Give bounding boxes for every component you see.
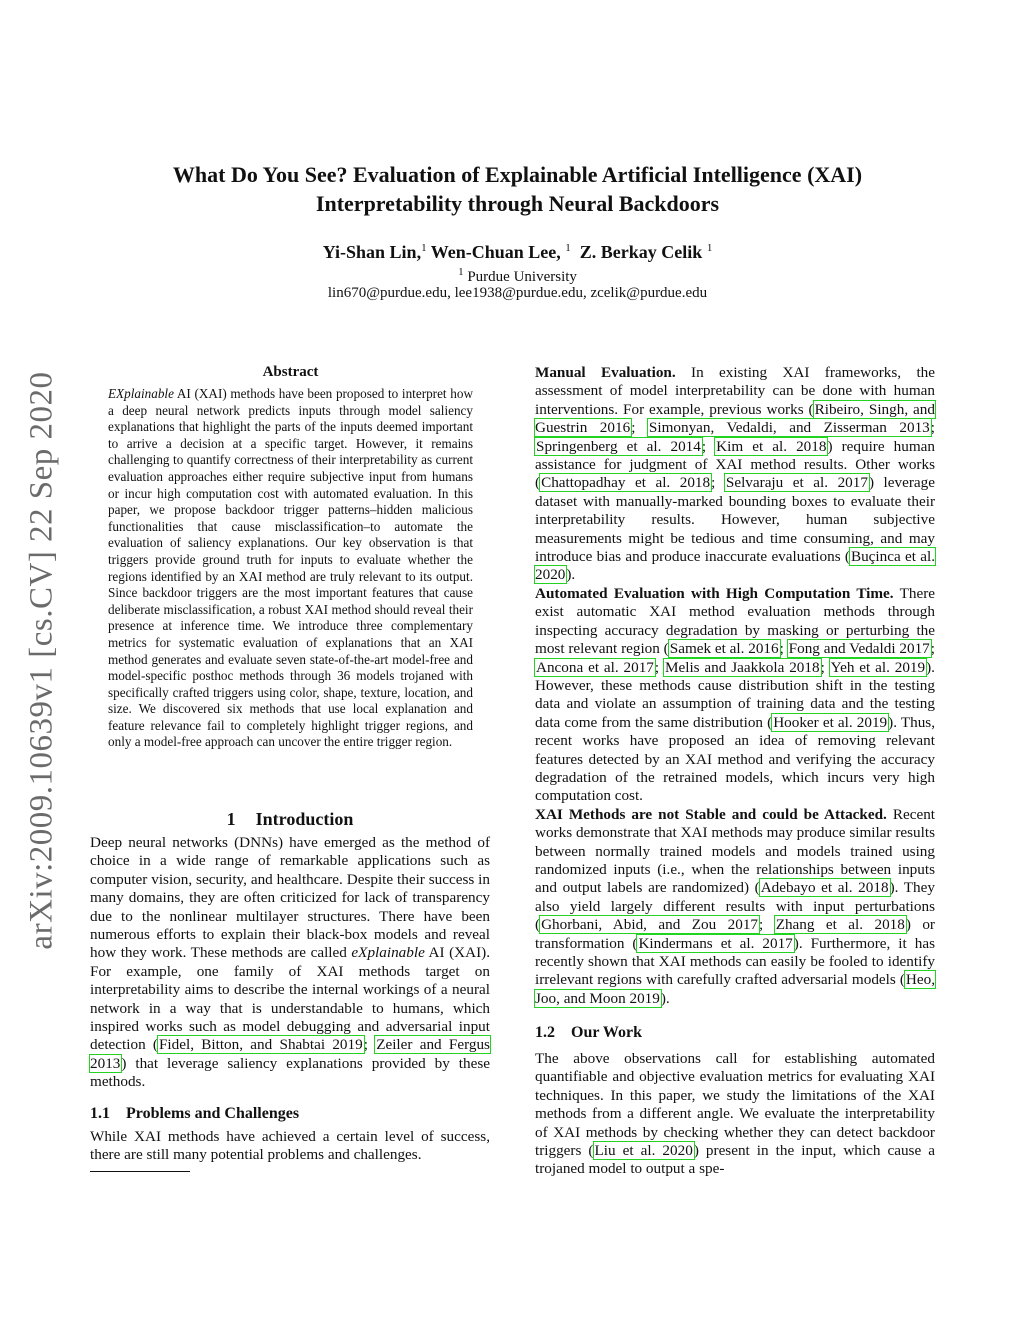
- citation-link[interactable]: Samek et al. 2016: [669, 640, 779, 658]
- author-3: Z. Berkay Celik: [579, 242, 703, 262]
- arxiv-id-text: arXiv:2009.10639v1 [cs.CV] 22 Sep 2020: [23, 370, 60, 950]
- title-line-2: Interpretability through Neural Backdoors: [315, 191, 720, 216]
- citation-link[interactable]: Fong and Vedaldi 2017: [788, 640, 930, 658]
- citation-link[interactable]: Selvaraju et al. 2017: [725, 474, 868, 492]
- citation-link[interactable]: Kindermans et al. 2017: [638, 934, 793, 952]
- subsection-heading-problems: 1.1 Problems and Challenges: [90, 1105, 300, 1122]
- footnote-rule: [90, 1171, 190, 1172]
- citation-link[interactable]: Ribeiro, Singh, and Guestrin 2016: [535, 400, 935, 437]
- not-stable-heading: XAI Methods are not Stable and could be Attacked.: [535, 805, 887, 823]
- our-work-paragraph: The above observations call for establishing automated quantifiable and objective evaluation metrics for evaluating XAI techniques. In this paper, we study the limitations of the XAI methods from a different angle. We evaluate the interpretability of XAI methods by checking whether they can detect backdoor triggers (Liu et al. 2020) present in the input, which cause a trojaned model to output a spe-: [535, 1050, 935, 1178]
- paper-title: [90, 160, 945, 218]
- abstract-body: EXplainable AI (XAI) methods have been proposed to interpret how a deep neural network predicts inputs through model saliency explanations that highlight the parts of the inputs deemed important to arrive a decision at a specific target. However, it remains challenging to quantify correctness of their interpretability as current evaluation approaches either require subjective input from humans or incur high computation cost with automated evaluation. In this paper, we propose backdoor trigger patterns–hidden malicious functionalities that cause misclassification–to automate the evaluation of saliency explanations. Our key observation is that triggers provide ground truth for inputs to evaluate whether the regions identified by an XAI method are truly relevant to its output. Since backdoor triggers are the most important features that cause deliberate misclassification, a robust XAI method should reveal their presence at inference time. We introduce three complementary metrics for systematic evaluation of explanations that an XAI method generates and evaluate seven state-of-the-art model-free and model-specific posthoc methods through 36 models trojaned with specifically crafted triggers using color, shape, texture, location, and size. We discovered six methods that use local explanation and feature relevance fail to completely highlight trigger regions, and only a model-free approach can uncover the entire trigger region.: [108, 386, 473, 750]
- affiliation: $^1$ Purdue University: [458, 266, 577, 285]
- citation-link[interactable]: Hooker et al. 2019: [773, 713, 888, 731]
- citation-link[interactable]: Zeiler and Fergus 2013: [90, 1036, 490, 1072]
- citation-link[interactable]: Simonyan, Vedaldi, and Zisserman 2013: [648, 419, 930, 437]
- author-1: Yi-Shan Lin,: [322, 242, 422, 262]
- citation-link[interactable]: Fidel, Bitton, and Shabtai 2019: [158, 1036, 363, 1054]
- intro-paragraph: Deep neural networks (DNNs) have emerged as the method of choice in a wide range of remarkable applications such as computer vision, security, and healthcare. Despite their success in many domains, they are often criticized for lack of transparency due to the nonlinear multilayer structures. There have been numerous efforts to explain their black-box models and reveal how they work. These methods are called eXplainable AI (XAI). For example, one family of XAI methods target on interpretability aims to describe the internal workings of a neural network in a way that is understandable to humans, which inspired works such as model debugging and adversarial input detection (Fidel, Bitton, and Shabtai 2019; Zeiler and Fergus 2013) that leverage saliency explanations provided by these methods.: [90, 834, 491, 1091]
- citation-link[interactable]: Melis and Jaakkola 2018: [664, 658, 820, 676]
- citation-link[interactable]: Springenberg et al. 2014: [536, 437, 701, 455]
- citation-link[interactable]: Buçinca et al. 2020: [535, 548, 935, 584]
- section-heading-introduction: 1 Introduction: [226, 809, 354, 829]
- citation-link[interactable]: Adebayo et al. 2018: [760, 879, 889, 897]
- citation-link[interactable]: Kim et al. 2018: [716, 437, 827, 455]
- abstract-heading: Abstract: [262, 364, 319, 380]
- citation-link[interactable]: Ancona et al. 2017: [536, 658, 654, 676]
- automated-evaluation-heading: Automated Evaluation with High Computation Time.: [535, 584, 894, 602]
- title-line-1: What Do You See? Evaluation of Explainable Artificial Intelligence (XAI): [172, 162, 863, 187]
- author-emails: lin670@purdue.edu, lee1938@purdue.edu, zcelik@purdue.edu: [327, 285, 708, 301]
- arxiv-identifier: [22, 352, 62, 968]
- citation-link[interactable]: Ghorbani, Abid, and Zou 2017: [541, 916, 759, 934]
- subsection-heading-our-work: 1.2 Our Work: [535, 1024, 642, 1041]
- problems-paragraph: While XAI methods have achieved a certain level of success, there are still many potential problems and challenges.: [90, 1128, 490, 1164]
- author-2: Wen-Chuan Lee,: [430, 242, 561, 262]
- manual-evaluation-paragraph: Manual Evaluation. In existing XAI frameworks, the assessment of model interpretability can be done with human interventions. For example, previous works (Ribeiro, Singh, and Guestrin 2016; Simonyan, Vedaldi, and Zisserman 2013; Springenberg et al. 2014; Kim et al. 2018) require human assistance for judgment of XAI method results. Other works (Chattopadhay et al. 2018; Selvaraju et al. 2017) leverage dataset with manually-marked bounding boxes to evaluate their interpretability results. However, human subjective measurements might be tedious and time consuming, and may introduce bias and produce inaccurate evaluations (Buçinca et al. 2020). Automated Evaluation with High Computation Time. There exist automatic XAI method evaluation methods through inspecting accuracy degradation by masking or perturbing the most relevant region (Samek et al. 2016; Fong and Vedaldi 2017; Ancona et al. 2017; Melis and Jaakkola 2018; Yeh et al. 2019). However, these methods cause distribution shift in the testing data and violate an assumption of training data and the testing data come from the same distribution (Hooker et al. 2019). Thus, recent works have proposed an idea of removing relevant features detected by an XAI method and verifying the accuracy degradation of the retrained models, which incurs very high computation cost. XAI Methods are not Stable and could be Attacked. Recent works demonstrate that XAI methods may produce similar results between normally trained models and models trained using randomized inputs (i.e., when the relationships between inputs and output labels are randomized) (Adebayo et al. 2018). They also yield largely different results with input perturbations (Ghorbani, Abid, and Zou 2017; Zhang et al. 2018) or transformation (Kindermans et al. 2017). Furthermore, it has recently shown that XAI methods can easily be fooled to identify irrelevant regions with carefully crafted adversarial models (Heo, Joo, and Moon 2019).: [535, 364, 936, 1007]
- citation-link[interactable]: Liu et al. 2020: [594, 1142, 693, 1160]
- author-list: Yi-Shan Lin,$^1$ Wen-Chuan Lee, $^1$ Z. Berkay Celik $^1$: [322, 242, 713, 262]
- citation-link[interactable]: Yeh et al. 2019: [830, 658, 926, 676]
- citation-link[interactable]: Zhang et al. 2018: [775, 916, 905, 934]
- citation-link[interactable]: Chattopadhay et al. 2018: [541, 474, 711, 492]
- citation-link[interactable]: Heo, Joo, and Moon 2019: [535, 971, 935, 1007]
